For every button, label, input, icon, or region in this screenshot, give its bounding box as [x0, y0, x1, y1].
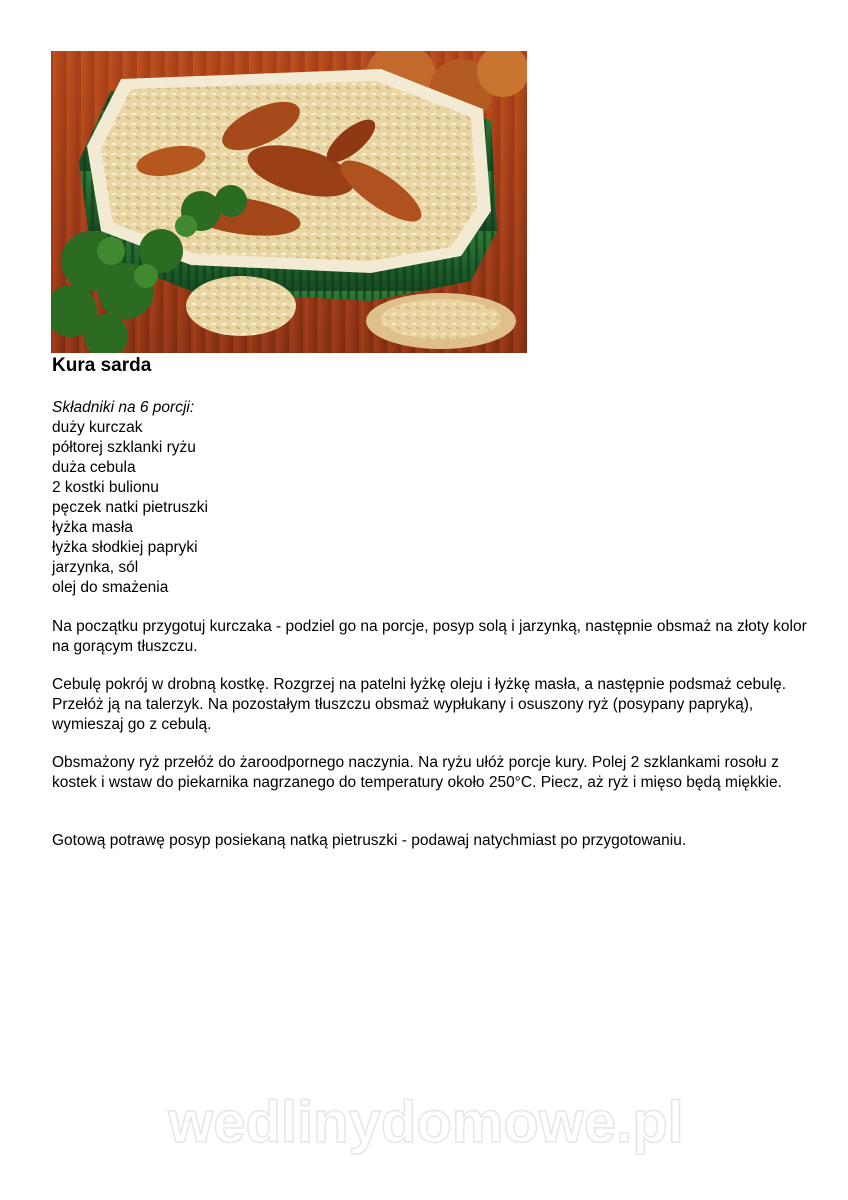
- ingredient-item: jarzynka, sól: [52, 559, 139, 576]
- recipe-title: Kura sarda: [52, 355, 152, 376]
- ingredients-list: [52, 418, 752, 598]
- ingredient-item: półtorej szklanki ryżu: [52, 439, 196, 456]
- ingredient-item: pęczek natki pietruszki: [52, 499, 208, 516]
- ingredient-item: olej do smażenia: [52, 579, 169, 596]
- instruction-step-3: Obsmażony ryż przełóż do żaroodpornego naczynia. Na ryżu ułóż porcje kury. Polej 2 szklankami rosołu z kostek i wstaw do piekarnika nagrzanego do temperatury około 250°C. Piecz, aż ryż i mięso będą miękkie.: [52, 754, 782, 791]
- ingredient-item: łyżka masła: [52, 519, 133, 536]
- ingredient-item: 2 kostki bulionu: [52, 479, 159, 496]
- instruction-step-2: Cebulę pokrój w drobną kostkę. Rozgrzej na patelni łyżkę oleju i łyżkę masła, a następnie podsmaż cebulę. Przełóż ją na talerzyk. Na pozostałym tłuszczu obsmaż wypłukany i osuszony ryż (posypany papryką), wymieszaj go z cebulą.: [52, 676, 787, 733]
- watermark-text: wedlinydomowe.pl: [168, 1090, 684, 1155]
- instruction-step-1: Na początku przygotuj kurczaka - podziel go na porcje, posyp solą i jarzynką, następnie obsmaż na złoty kolor na gorącym tłuszczu.: [52, 618, 807, 655]
- watermark: [106, 1090, 746, 1160]
- recipe-photo: [51, 51, 527, 353]
- ingredients-heading: Składniki na 6 porcji:: [52, 399, 195, 416]
- ingredient-item: łyżka słodkiej papryki: [52, 539, 198, 556]
- ingredient-item: duża cebula: [52, 459, 136, 476]
- ingredient-item: duży kurczak: [52, 419, 143, 436]
- ingredients-section: [52, 398, 752, 598]
- instruction-step-4: Gotową potrawę posyp posiekaną natką pietruszki - podawaj natychmiast po przygotowaniu.: [52, 832, 687, 849]
